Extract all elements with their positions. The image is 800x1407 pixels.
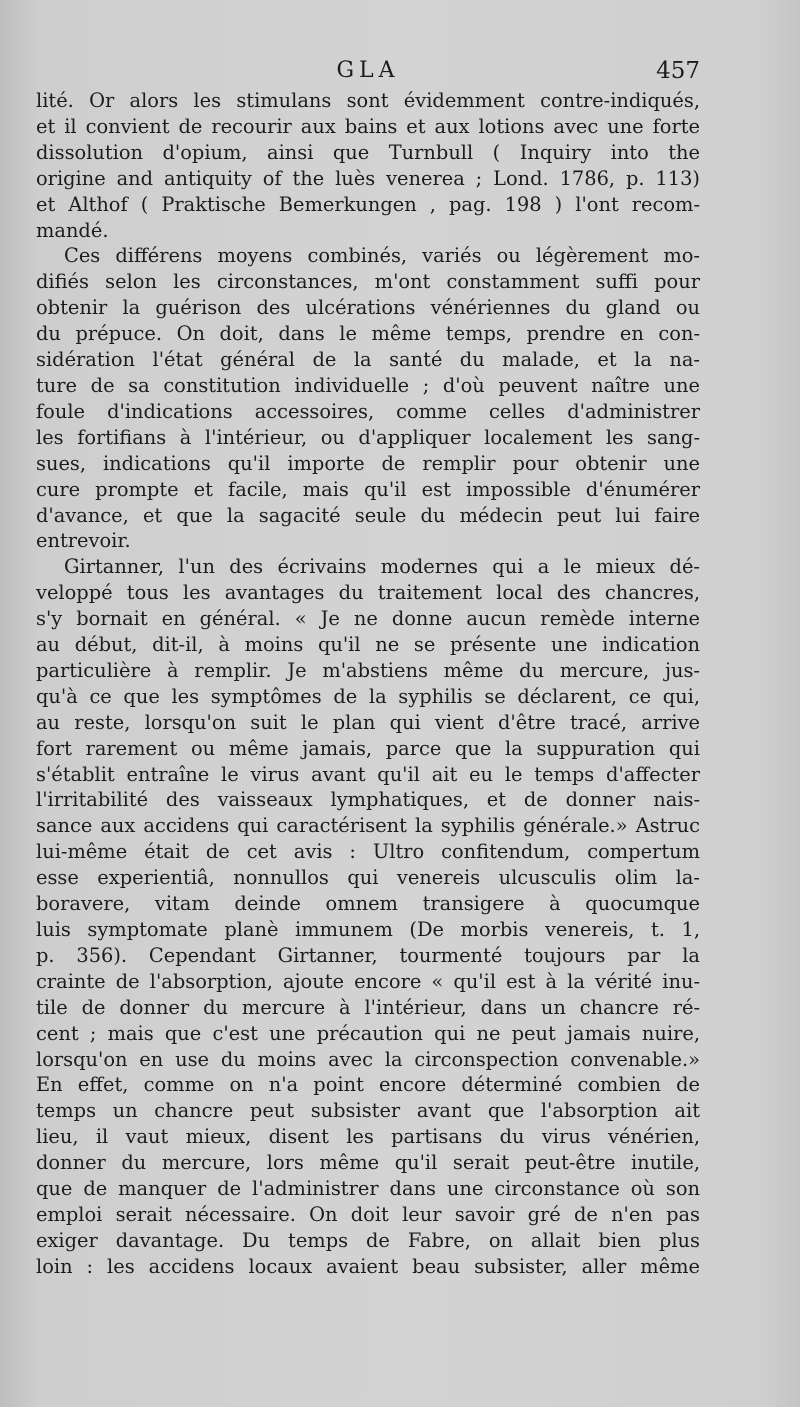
text-line: Girtanner, l'un des écrivains modernes qui a le mieux dé- xyxy=(64,555,700,579)
text-line: entrevoir. xyxy=(36,529,131,553)
text-line: lieu, il vaut mieux, disent les partisans du virus vénérien, xyxy=(36,1125,700,1149)
text-line: qu'à ce que les symptômes de la syphilis se déclarent, ce qui, xyxy=(36,684,700,708)
text-line: En effet, comme on n'a point encore déterminé combien de xyxy=(36,1073,700,1097)
text-line: et il convient de recourir aux bains et aux lotions avec une forte xyxy=(36,114,700,138)
text-line: origine and antiquity of the luès venerea ; Lond. 1786, p. 113) xyxy=(36,166,700,190)
text-line: obtenir la guérison des ulcérations vénériennes du gland ou xyxy=(36,296,700,320)
text-line: les fortifians à l'intérieur, ou d'appliquer localement les sang- xyxy=(36,425,700,449)
text-line: tile de donner du mercure à l'intérieur, dans un chancre ré- xyxy=(36,995,700,1019)
text-line: particulière à remplir. Je m'abstiens même du mercure, jus- xyxy=(36,658,700,682)
text-line: l'irritabilité des vaisseaux lymphatiques, et de donner nais- xyxy=(36,788,700,812)
text-line: donner du mercure, lors même qu'il serait peut-être inutile, xyxy=(36,1151,700,1175)
text-line: lorsqu'on en use du moins avec la circonspection convenable.» xyxy=(36,1047,700,1071)
text-line: temps un chancre peut subsister avant que l'absorption ait xyxy=(36,1099,700,1123)
text-line: lité. Or alors les stimulans sont évidemment contre-indiqués, xyxy=(36,89,700,112)
text-line: sues, indications qu'il importe de remplir pour obtenir une xyxy=(36,451,700,475)
text-line: ture de sa constitution individuelle ; d'où peuvent naître une xyxy=(36,373,700,397)
text-line: dissolution d'opium, ainsi que Turnbull ( Inquiry into the xyxy=(36,140,700,164)
text-line: cent ; mais que c'est une précaution qui ne peut jamais nuire, xyxy=(36,1021,700,1045)
text-line: et Althof ( Praktische Bemerkungen , pag. 198 ) l'ont recom- xyxy=(36,192,700,216)
text-line: veloppé tous les avantages du traitement local des chancres, xyxy=(36,581,700,605)
text-line: esse experientiâ, nonnullos qui venereis ulcusculis olim la- xyxy=(36,866,700,890)
text-line: s'y bornait en général. « Je ne donne aucun remède interne xyxy=(36,607,700,631)
body-text xyxy=(36,88,700,1280)
text-line: que de manquer de l'administrer dans une circonstance où son xyxy=(36,1177,700,1201)
page-header xyxy=(36,56,700,90)
running-head: GLA xyxy=(336,58,400,83)
text-line: mandé. xyxy=(36,218,109,242)
text-line: au début, dit-il, à moins qu'il ne se présente une indication xyxy=(36,633,700,657)
page-number: 457 xyxy=(656,58,700,84)
text-line: boravere, vitam deinde omnem transigere à quocumque xyxy=(36,892,700,916)
text-line: s'établit entraîne le virus avant qu'il ait eu le temps d'affecter xyxy=(36,762,700,786)
text-line: luis symptomate planè immunem (De morbis venereis, t. 1, xyxy=(36,918,700,941)
text-line: fort rarement ou même jamais, parce que la suppuration qui xyxy=(36,736,700,760)
text-line: exiger davantage. Du temps de Fabre, on allait bien plus xyxy=(36,1228,700,1252)
text-line: crainte de l'absorption, ajoute encore « qu'il est à la vérité inu- xyxy=(36,969,700,993)
text-line: sance aux accidens qui caractérisent la syphilis générale.» Astruc xyxy=(36,814,700,838)
text-line: foule d'indications accessoires, comme celles d'administrer xyxy=(36,399,700,423)
text-line: emploi serait nécessaire. On doit leur savoir gré de n'en pas xyxy=(36,1202,700,1226)
text-line: au reste, lorsqu'on suit le plan qui vient d'être tracé, arrive xyxy=(36,710,700,734)
text-line: du prépuce. On doit, dans le même temps, prendre en con- xyxy=(36,322,700,346)
text-line: Ces différens moyens combinés, variés ou légèrement mo- xyxy=(64,244,700,268)
text-line: difiés selon les circonstances, m'ont constamment suffi pour xyxy=(36,270,700,294)
text-line: cure prompte et facile, mais qu'il est impossible d'énumérer xyxy=(36,477,700,501)
text-line: d'avance, et que la sagacité seule du médecin peut lui faire xyxy=(36,503,700,527)
text-line: lui-même était de cet avis : Ultro confitendum, compertum xyxy=(36,840,700,864)
text-line: loin : les accidens locaux avaient beau subsister, aller même xyxy=(36,1254,700,1278)
text-line: p. 356). Cependant Girtanner, tourmenté toujours par la xyxy=(36,943,700,967)
text-line: sidération l'état général de la santé du malade, et la na- xyxy=(36,348,700,372)
